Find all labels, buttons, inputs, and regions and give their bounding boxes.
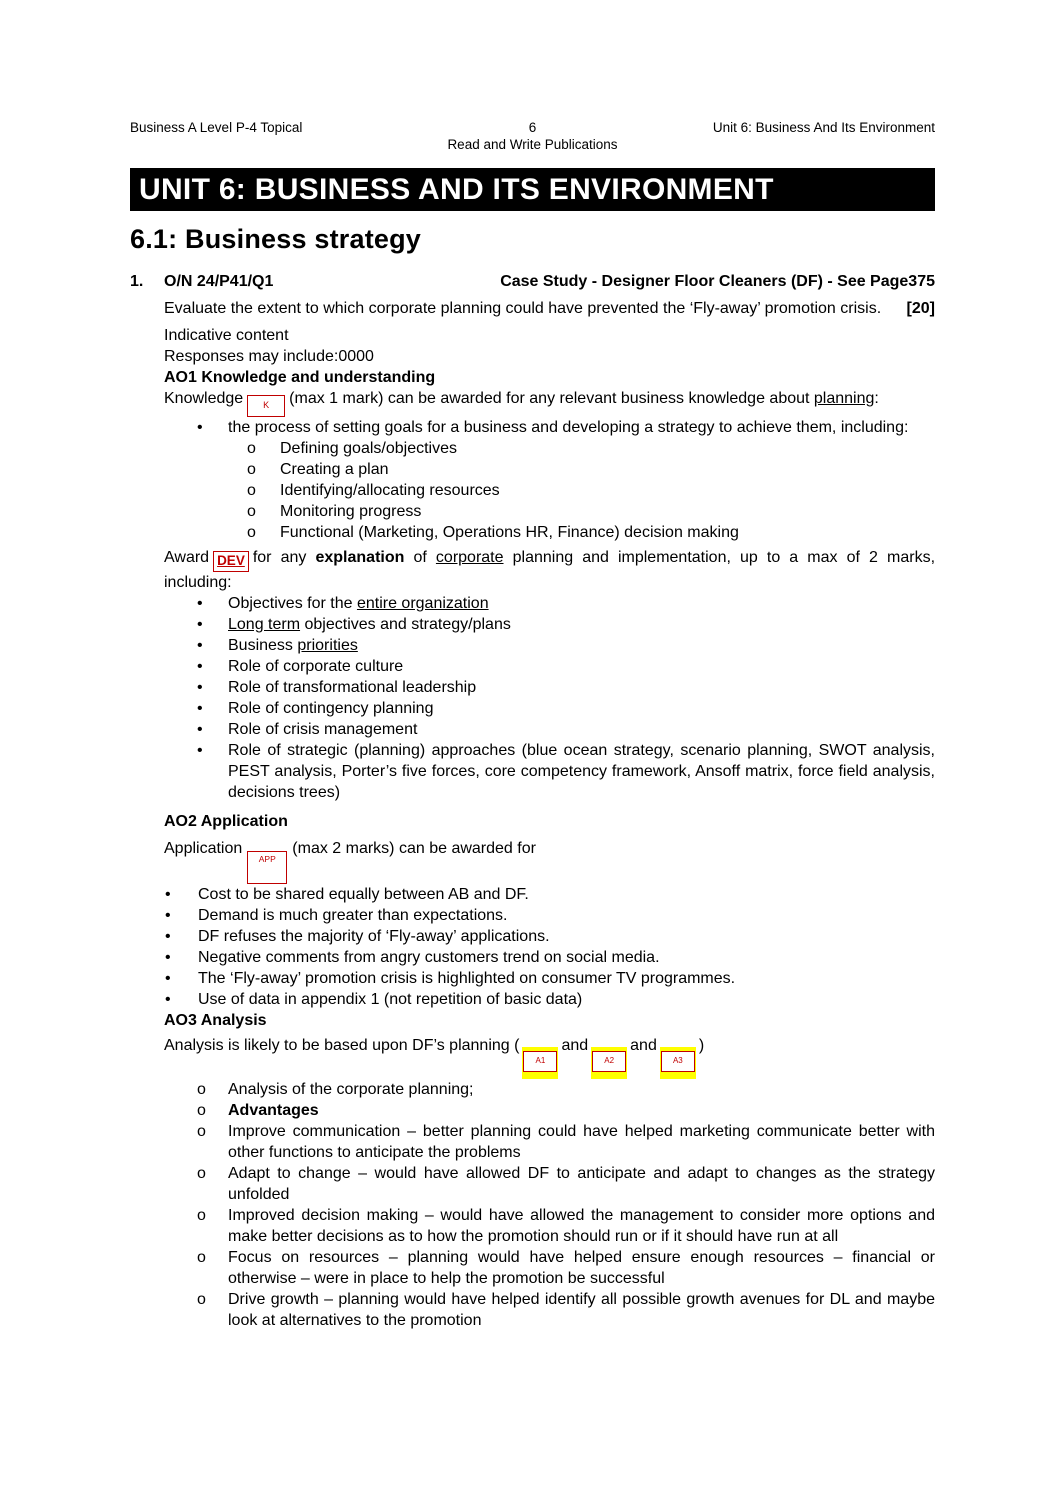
- bullet-marker-icon: •: [197, 700, 203, 717]
- list-item-text: Identifying/allocating resources: [280, 482, 500, 499]
- list-item: [165, 968, 935, 989]
- list-item: [197, 698, 935, 719]
- analysis-line-pre: Analysis is likely to be based upon DF’s planning (: [164, 1037, 520, 1054]
- application-line: [164, 838, 935, 884]
- list-item: [165, 905, 935, 926]
- bullet-marker-icon: •: [197, 637, 203, 654]
- ao2-heading: AO2 Application: [164, 813, 288, 830]
- list-item: [247, 459, 935, 480]
- app-mark-icon: APP: [247, 851, 287, 884]
- list-item: [197, 1205, 935, 1247]
- question-number: 1.: [130, 273, 144, 290]
- indicative-line-2: Responses may include:0000: [164, 348, 374, 365]
- bullet-marker-icon: •: [197, 679, 203, 696]
- list-item-text: Functional (Marketing, Operations HR, Finance) decision making: [280, 524, 739, 541]
- circle-marker-icon: o: [247, 482, 256, 499]
- list-item: [197, 417, 935, 438]
- knowledge-line-mid: (max 1 mark) can be awarded for any relevant business knowledge about: [289, 390, 810, 407]
- marks-badge: [20]: [897, 298, 935, 319]
- award-line-pre: Award: [164, 549, 210, 566]
- k-mark-icon: K: [247, 395, 285, 417]
- list-item: [197, 1163, 935, 1205]
- bullet-marker-icon: •: [165, 970, 171, 987]
- list-item-text: Drive growth – planning would have helped identify all possible growth avenues for DL and maybe look at alternatives to the promotion: [228, 1291, 935, 1329]
- award-line-underlined: corporate: [435, 549, 504, 566]
- list-item: [247, 438, 935, 459]
- list-item: [197, 656, 935, 677]
- question-heading: [130, 271, 935, 292]
- a1-mark-icon: A1: [522, 1047, 558, 1079]
- unit-banner-title: UNIT 6: BUSINESS AND ITS ENVIRONMENT: [130, 168, 935, 211]
- circle-marker-icon: o: [197, 1081, 206, 1098]
- award-line-s3: planning and implementation, up to a max of 2 marks, including:: [164, 549, 936, 591]
- page-header: [130, 119, 935, 136]
- bullet-marker-icon: •: [165, 907, 171, 924]
- list-item: [197, 740, 935, 803]
- application-line-pre: Application: [164, 840, 243, 857]
- circle-marker-icon: o: [247, 503, 256, 520]
- list-item-text: Objectives for the entire organization: [228, 595, 489, 612]
- list-item-text: Improved decision making – would have allowed the management to consider more options and make better decisions as to how the promotion should run or if it should have run at all: [228, 1207, 935, 1245]
- publisher-line: Read and Write Publications: [447, 137, 618, 152]
- list-item: [197, 1121, 935, 1163]
- dev-mark-icon: DEV: [213, 551, 249, 572]
- circle-marker-icon: o: [247, 524, 256, 541]
- list-item: [165, 884, 935, 905]
- ao1-heading: AO1 Knowledge and understanding: [164, 369, 436, 386]
- bullet-marker-icon: •: [165, 886, 171, 903]
- circle-marker-icon: o: [197, 1207, 206, 1224]
- bullet-marker-icon: •: [197, 419, 203, 436]
- bullet-marker-icon: •: [197, 595, 203, 612]
- bullet-marker-icon: •: [197, 616, 203, 633]
- analysis-line: Analysis is likely to be based upon DF’s planning ( A1 and A2 and A3 ): [164, 1035, 935, 1079]
- knowledge-line-end: :: [874, 390, 879, 407]
- list-item: [197, 719, 935, 740]
- circle-marker-icon: o: [197, 1102, 206, 1119]
- header-right-text: Unit 6: Business And Its Environment: [712, 120, 936, 135]
- list-item-text: Business priorities: [228, 637, 358, 654]
- indicative-content: [164, 325, 935, 367]
- header-left-text: Business A Level P-4 Topical: [130, 120, 303, 135]
- list-item-text: Use of data in appendix 1 (not repetition of basic data): [198, 991, 583, 1008]
- award-line: [164, 547, 935, 593]
- list-item: [197, 635, 935, 656]
- list-item-text: Role of transformational leadership: [228, 679, 477, 696]
- knowledge-line-underlined: planning: [813, 390, 875, 407]
- circle-marker-icon: o: [197, 1249, 206, 1266]
- list-item-text: Role of corporate culture: [228, 658, 404, 675]
- circle-marker-icon: o: [247, 440, 256, 457]
- question-ref: O/N 24/P41/Q1: [164, 273, 274, 290]
- indicative-line-1: Indicative content: [164, 327, 289, 344]
- circle-marker-icon: o: [197, 1165, 206, 1182]
- list-item: [197, 1247, 935, 1289]
- knowledge-line: [164, 388, 935, 417]
- page-number: 6: [528, 120, 537, 135]
- ao3-heading: AO3 Analysis: [164, 1012, 267, 1029]
- question-prompt: [164, 298, 935, 319]
- list-item: [247, 501, 935, 522]
- question-prompt-text: Evaluate the extent to which corporate planning could have prevented the ‘Fly-away’ promotion crisis.: [164, 300, 882, 317]
- list-item-text: Role of strategic (planning) approaches (blue ocean strategy, scenario planning, SWOT analysis, PEST analysis, Porter’s five forces, core competency framework, Ansoff matrix, force field analysis, decisions trees): [228, 742, 935, 801]
- bullet-marker-icon: •: [197, 742, 203, 759]
- circle-marker-icon: o: [197, 1291, 206, 1308]
- bullet-marker-icon: •: [165, 991, 171, 1008]
- award-line-s1: for any: [252, 549, 307, 566]
- bullet-marker-icon: •: [197, 721, 203, 738]
- list-item-text: Monitoring progress: [280, 503, 422, 520]
- list-item-text: Role of contingency planning: [228, 700, 434, 717]
- list-item: [197, 1079, 935, 1100]
- list-item-text: The ‘Fly-away’ promotion crisis is highlighted on consumer TV programmes.: [198, 970, 736, 987]
- list-item: [165, 989, 935, 1010]
- knowledge-line-pre: Knowledge: [164, 390, 244, 407]
- list-item-text: DF refuses the majority of ‘Fly-away’ applications.: [198, 928, 550, 945]
- list-item-text: Cost to be shared equally between AB and DF.: [198, 886, 529, 903]
- bullet-marker-icon: •: [197, 658, 203, 675]
- bullet-marker-icon: •: [165, 949, 171, 966]
- list-item: [197, 1289, 935, 1331]
- a2-mark-icon: A2: [591, 1047, 627, 1079]
- circle-marker-icon: o: [247, 461, 256, 478]
- list-item-text: Demand is much greater than expectations.: [198, 907, 508, 924]
- list-item-text: Improve communication – better planning could have helped marketing communicate better with other functions to anticipate the problems: [228, 1123, 935, 1161]
- award-line-bold: explanation: [315, 549, 405, 566]
- list-item-text: Defining goals/objectives: [280, 440, 457, 457]
- list-item: [197, 593, 935, 614]
- list-item: [197, 677, 935, 698]
- section-title: 6.1: Business strategy: [130, 224, 422, 254]
- list-item: [247, 480, 935, 501]
- list-item-text: Creating a plan: [280, 461, 389, 478]
- list-item-text: Long term objectives and strategy/plans: [228, 616, 511, 633]
- list-item-text: Focus on resources – planning would have helped ensure enough resources – financial or otherwise – were in place to help the promotion be successful: [228, 1249, 935, 1287]
- award-line-s2: of: [413, 549, 427, 566]
- list-item-text: Negative comments from angry customers trend on social media.: [198, 949, 660, 966]
- list-item-text: Adapt to change – would have allowed DF to anticipate and adapt to changes as the strategy unfolded: [228, 1165, 935, 1203]
- bullet-marker-icon: •: [165, 928, 171, 945]
- list-item-text: Advantages: [228, 1102, 319, 1119]
- list-item: [165, 926, 935, 947]
- list-item-text: Role of crisis management: [228, 721, 418, 738]
- list-item: [247, 522, 935, 543]
- a3-mark-icon: A3: [660, 1047, 696, 1079]
- list-item: [197, 614, 935, 635]
- case-study-title: Case Study - Designer Floor Cleaners (DF) - See Page375: [500, 273, 935, 290]
- list-item: [197, 1100, 935, 1121]
- application-line-post: (max 2 marks) can be awarded for: [292, 840, 536, 857]
- list-item-text: Analysis of the corporate planning;: [228, 1081, 474, 1098]
- list-item: [165, 947, 935, 968]
- list-item-text: the process of setting goals for a business and developing a strategy to achieve them, including:: [228, 419, 909, 436]
- circle-marker-icon: o: [197, 1123, 206, 1140]
